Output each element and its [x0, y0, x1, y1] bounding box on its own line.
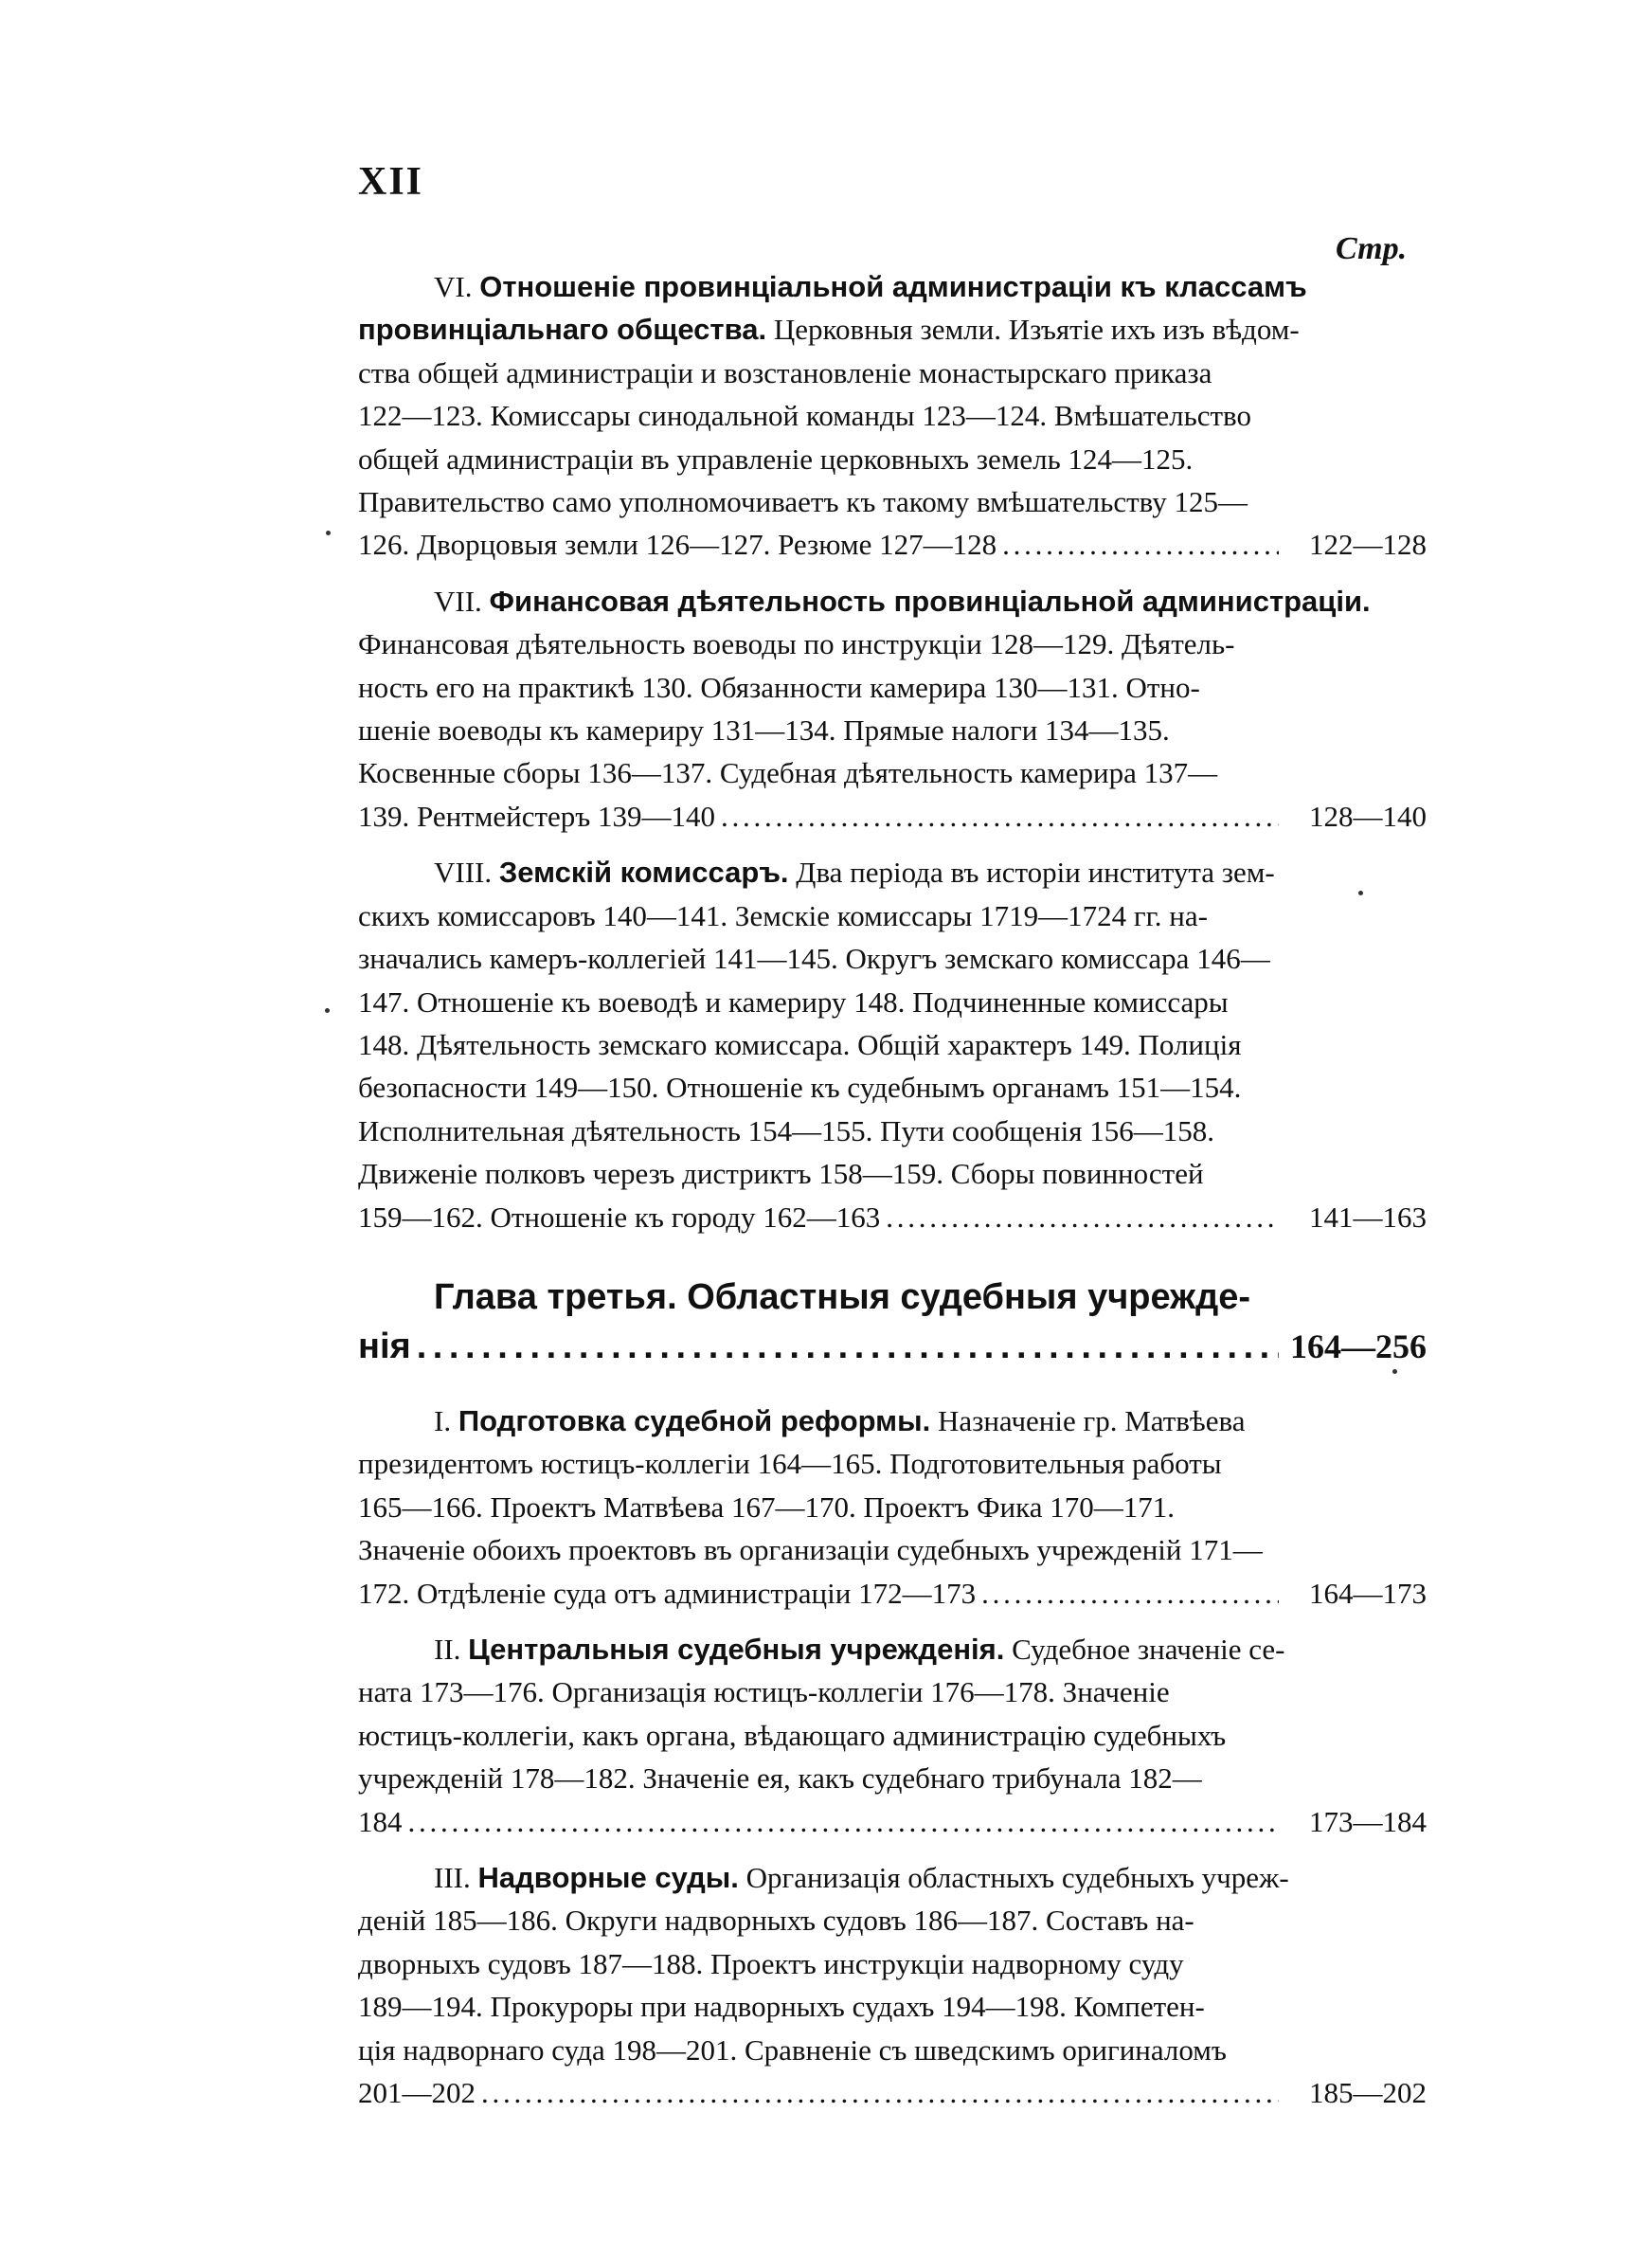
section-number: VIII.: [434, 856, 493, 890]
toc-line-text: [358, 1670, 1170, 1713]
page-range: 122—128: [1309, 528, 1427, 562]
section-text: президентомъ юстицъ-коллегіи 164—165. Подготовительныя работы: [358, 1447, 1222, 1481]
toc-entry: [358, 1399, 1427, 1615]
section-number: III.: [434, 1861, 471, 1894]
section-text: Судебное значеніе се-: [1004, 1632, 1285, 1666]
page-folio: XII: [358, 160, 424, 204]
toc-line: [358, 308, 1427, 351]
toc-line: [358, 1196, 1427, 1238]
section-text: Косвенные сборы 136—137. Судебная дѣятельность камерира 137—: [358, 756, 1218, 790]
toc-line: [358, 1800, 1427, 1843]
toc-line-text: [358, 1196, 880, 1238]
toc-line-text: [358, 709, 1170, 751]
toc-line-text: [358, 1572, 976, 1615]
toc-line: [358, 981, 1427, 1023]
toc-line-text: [358, 352, 1212, 394]
toc-line: [358, 937, 1427, 980]
dot-leader: [417, 1322, 1279, 1371]
section-text: Исполнительная дѣятельность 154—155. Пути сообщенія 156—158.: [358, 1113, 1214, 1147]
toc-line-text: [358, 438, 1193, 480]
toc-line-text: [358, 751, 1217, 794]
toc-line-text: [358, 1856, 1289, 1899]
section-text: Организація областныхъ судебныхъ учреж-: [738, 1861, 1289, 1894]
chapter-title-line2: нія: [358, 1326, 411, 1366]
toc-line-text: [358, 1942, 1184, 1985]
toc-line: [358, 1628, 1427, 1670]
page-range: 128—140: [1309, 799, 1427, 833]
section-text: Правительство само уполномочиваетъ къ такому вмѣшательству 125—: [358, 485, 1248, 519]
toc-line: [358, 352, 1427, 394]
toc-line-text: [358, 394, 1251, 437]
page-range: 173—184: [1309, 1804, 1427, 1838]
toc-line: [358, 580, 1427, 623]
section-text: 201—202: [358, 2076, 476, 2110]
section-text: деній 185—186. Округи надворныхъ судовъ 186—187. Составъ на-: [358, 1904, 1194, 1938]
section-heading: Подготовка судебной реформы.: [458, 1403, 931, 1437]
section-text: ства общей администраціи и возстановленіе монастырскаго приказа: [358, 355, 1212, 389]
toc-line: [358, 1942, 1427, 1985]
toc-entry: [358, 580, 1427, 838]
page-column-label: Стр.: [1336, 231, 1408, 266]
toc-line: [358, 1152, 1427, 1195]
page-range: 164—173: [1309, 1576, 1427, 1610]
section-text: дворныхъ судовъ 187—188. Проектъ инструкціи надворному суду: [358, 1946, 1184, 1980]
section-text: значались камеръ-коллегіей 141—145. Округъ земскаго комиссара 146—: [358, 942, 1270, 976]
toc-line: [358, 666, 1427, 709]
section-text: Движеніе полковъ черезъ дистриктъ 158—159. Сборы повинностей: [358, 1157, 1204, 1191]
toc-line-text: [358, 937, 1270, 980]
toc-line-text: [358, 1985, 1205, 2028]
toc-line: [358, 1442, 1427, 1485]
toc-line: [358, 1670, 1427, 1713]
section-text: ната 173—176. Организація юстицъ-коллегіи 176—178. Значеніе: [358, 1675, 1170, 1709]
toc-line-text: [358, 523, 997, 566]
toc-section-chapter-three: [358, 1399, 1427, 2115]
toc-section-chapter-two: [358, 265, 1427, 1238]
toc-line: [358, 1714, 1427, 1757]
dot-leader: [481, 2071, 1279, 2114]
section-text: безопасности 149—150. Отношеніе къ судебнымъ органамъ 151—154.: [358, 1071, 1242, 1105]
section-text: 147. Отношеніе къ воеводѣ и камериру 148. Подчиненные комиссары: [358, 984, 1229, 1019]
toc-line: [358, 1985, 1427, 2028]
toc-line: [358, 709, 1427, 751]
print-speck: [325, 1008, 330, 1013]
section-text: 184: [358, 1804, 403, 1838]
section-text: Два періода въ исторіи института зем-: [788, 856, 1275, 890]
dot-leader: [981, 1572, 1279, 1615]
section-number: VII.: [434, 584, 482, 618]
section-heading: Финансовая дѣятельность провинціальной администраціи.: [489, 584, 1371, 618]
toc-line: [358, 438, 1427, 480]
toc-line: [358, 2029, 1427, 2071]
toc-line-text: [358, 1399, 1246, 1442]
toc-line-text: [358, 1110, 1214, 1152]
toc-line-text: [358, 1714, 1226, 1757]
toc-line-text: [358, 1023, 1241, 1066]
section-text: ція надворнаго суда 198—201. Сравненіе съ шведскимъ оригиналомъ: [358, 2032, 1227, 2067]
toc-line-text: [358, 1628, 1285, 1670]
section-heading: Центральныя судебныя учрежденія.: [468, 1632, 1005, 1666]
toc-line-text: [358, 1486, 1175, 1528]
section-number: II.: [434, 1632, 461, 1666]
toc-line-text: [358, 1757, 1202, 1799]
toc-entry: [358, 1856, 1427, 2114]
section-text: Финансовая дѣятельность воеводы по инструкціи 128—129. Дѣятель-: [358, 627, 1235, 661]
section-text: 172. Отдѣленіе суда отъ администраціи 172—173: [358, 1576, 977, 1610]
print-speck: [1358, 891, 1363, 895]
chapter-title-line1: Глава третья. Областныя судебныя учрежде-: [434, 1276, 1250, 1317]
toc-line-text: [358, 894, 1208, 937]
page-range: 185—202: [1309, 2076, 1427, 2110]
toc-entry: [358, 851, 1427, 1238]
section-text: 122—123. Комиссары синодальной команды 123—124. Вмѣшательство: [358, 399, 1251, 433]
toc-line: [358, 265, 1427, 308]
toc-line-text: [358, 265, 1307, 308]
toc-line-text: [358, 1152, 1204, 1195]
toc-line-text: [358, 795, 715, 838]
toc-line: [358, 1757, 1427, 1799]
toc-line-text: [358, 580, 1371, 623]
print-speck: [326, 531, 331, 535]
chapter-heading: [358, 1273, 1427, 1371]
section-text: ность его на практикѣ 130. Обязанности камерира 130—131. Отно-: [358, 670, 1200, 704]
toc-line-text: [358, 2029, 1227, 2071]
toc-line: [358, 1066, 1427, 1109]
section-heading: Отношеніе провинціальной администраціи къ классамъ: [479, 270, 1307, 303]
section-number: VI.: [434, 270, 473, 303]
section-text: скихъ комиссаровъ 140—141. Земскіе комиссары 1719—1724 гг. на-: [358, 898, 1208, 932]
toc-line-text: [358, 851, 1275, 894]
section-text: учрежденій 178—182. Значеніе ея, какъ судебнаго трибунала 182—: [358, 1761, 1202, 1796]
toc-line: [358, 1899, 1427, 1941]
toc-line: [358, 1399, 1427, 1442]
toc-line-text: [358, 1066, 1241, 1109]
toc-line-text: [358, 1442, 1222, 1485]
toc-line: [358, 523, 1427, 566]
section-text: 139. Рентмейстеръ 139—140: [358, 799, 716, 833]
section-text: шеніе воеводы къ камериру 131—134. Прямые налоги 134—135.: [358, 713, 1170, 748]
section-heading: Надворные суды.: [477, 1861, 739, 1894]
toc-entry: [358, 265, 1427, 567]
section-text: Назначеніе гр. Матвѣева: [930, 1403, 1246, 1437]
toc-line: [358, 1528, 1427, 1571]
section-text: общей администраціи въ управленіе церковныхъ земель 124—125.: [358, 442, 1194, 476]
section-text: 165—166. Проектъ Матвѣева 167—170. Проектъ Фика 170—171.: [358, 1490, 1175, 1524]
print-speck: [1392, 1369, 1397, 1374]
section-text: 159—162. Отношеніе къ городу 162—163: [358, 1200, 881, 1234]
toc-line: [358, 894, 1427, 937]
toc-line-text: [358, 1528, 1263, 1571]
dot-leader: [886, 1196, 1279, 1238]
toc-line: [358, 2071, 1427, 2114]
section-text: Церковныя земли. Изъятіе ихъ изъ вѣдом-: [766, 313, 1300, 347]
toc-line: [358, 394, 1427, 437]
dot-leader: [721, 795, 1279, 838]
toc-line-text: [358, 1800, 403, 1843]
toc-line-text: [358, 1899, 1194, 1941]
toc-line: [358, 480, 1427, 523]
chapter-pages: 164—256: [1290, 1327, 1427, 1365]
toc-line: [358, 1023, 1427, 1066]
toc-line: [358, 1572, 1427, 1615]
dot-leader: [408, 1800, 1280, 1843]
toc-line: [358, 1110, 1427, 1152]
toc-line: [358, 1486, 1427, 1528]
page-range: 141—163: [1309, 1200, 1427, 1234]
toc-line: [358, 1856, 1427, 1899]
toc-line: [358, 851, 1427, 894]
dot-leader: [1002, 523, 1279, 566]
section-text: 126. Дворцовыя земли 126—127. Резюме 127—128: [358, 528, 997, 562]
toc-line: [358, 623, 1427, 665]
toc-line-text: [358, 308, 1300, 351]
table-of-contents: [358, 265, 1427, 2114]
section-text: 148. Дѣятельность земскаго комиссара. Общій характеръ 149. Полиція: [358, 1027, 1242, 1061]
toc-line: [358, 751, 1427, 794]
section-text: Значеніе обоихъ проектовъ въ организаціи судебныхъ учрежденій 171—: [358, 1533, 1263, 1567]
section-text: юстицъ-коллегіи, какъ органа, вѣдающаго администрацію судебныхъ: [358, 1718, 1227, 1752]
toc-line: [358, 795, 1427, 838]
toc-line-text: [358, 981, 1229, 1023]
toc-line-text: [358, 666, 1200, 709]
section-heading: Земскій комиссаръ.: [498, 856, 789, 890]
toc-line-text: [358, 623, 1234, 665]
toc-line-text: [358, 2071, 476, 2114]
toc-line-text: [358, 480, 1248, 523]
section-heading: провинціальнаго общества.: [358, 313, 767, 347]
toc-entry: [358, 1628, 1427, 1843]
section-number: I.: [434, 1403, 452, 1437]
section-text: 189—194. Прокуроры при надворныхъ судахъ 194—198. Компетен-: [358, 1990, 1205, 2024]
